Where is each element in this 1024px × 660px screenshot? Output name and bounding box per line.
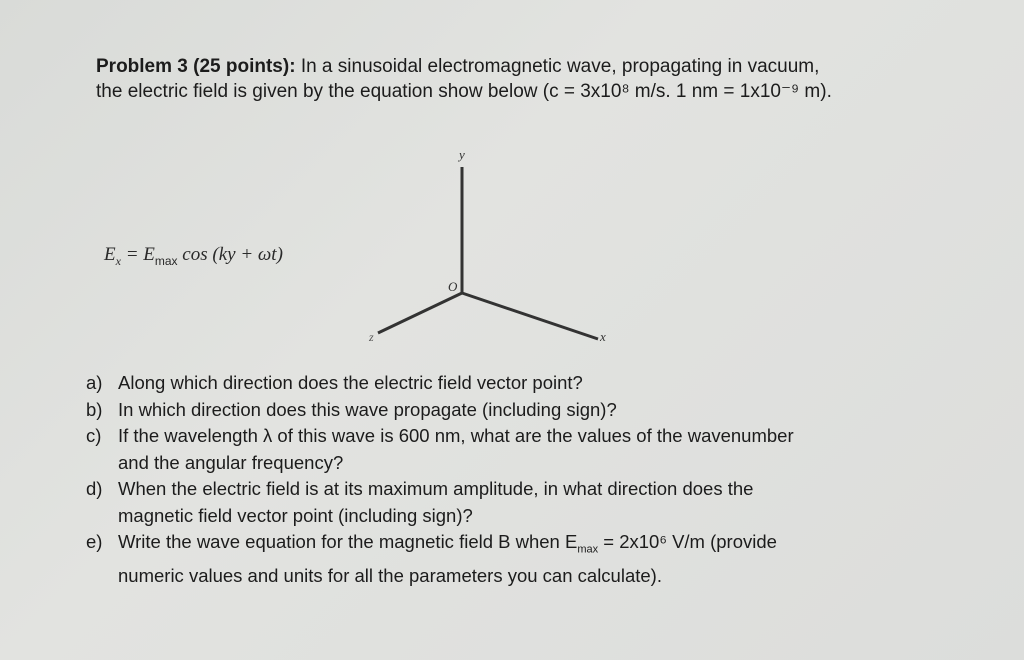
question-text: [118, 529, 906, 590]
coordinate-axes-diagram: [360, 145, 620, 355]
electric-field-equation: [104, 244, 283, 269]
eq-lhs: E: [104, 244, 116, 265]
eq-lhs-sub: x: [115, 253, 121, 268]
question-letter: b): [86, 398, 103, 420]
question-e: [86, 529, 906, 590]
question-line-1: Write the wave equation for the magnetic field B when E: [118, 531, 578, 552]
question-c: [86, 423, 906, 476]
question-b: [86, 397, 906, 424]
question-letter: c): [86, 425, 102, 446]
question-a: [86, 370, 906, 397]
question-text: Along which direction does the electric field vector point?: [118, 372, 583, 393]
origin-label: O: [448, 279, 458, 294]
emax-sub: max: [577, 543, 599, 556]
eq-max-sub: max: [154, 253, 178, 268]
question-text: [118, 476, 906, 529]
z-axis-line: [378, 293, 462, 333]
intro-line-1: [96, 54, 916, 79]
x-axis-label: x: [600, 329, 606, 344]
question-line-2: numeric values and units for all the parameters you can calculate).: [118, 565, 662, 587]
y-axis-label: y: [459, 147, 465, 162]
eq-rhs: cos (ky + ωt): [177, 244, 283, 265]
intro-line-2: the electric field is given by the equation show below (c = 3x10⁸ m/s. 1 nm = 1x10⁻⁹ m).: [96, 81, 832, 102]
question-line-1-rest: = 2x10⁶ V/m (provide: [598, 531, 777, 552]
z-axis-label: z: [369, 330, 374, 344]
question-line-1: When the electric field is at its maximum amplitude, in what direction does the: [118, 478, 754, 499]
intro-text-1: In a sinusoidal electromagnetic wave, propagating in vacuum,: [300, 56, 820, 77]
question-list: [86, 370, 906, 590]
question-line-2: magnetic field vector point (including sign)?: [118, 504, 473, 526]
question-text: In which direction does this wave propagate (including sign)?: [118, 398, 617, 420]
problem-intro: [96, 54, 916, 104]
eq-equals: = E: [120, 244, 155, 265]
question-letter: a): [86, 372, 103, 393]
question-letter: e): [86, 531, 103, 552]
question-letter: d): [86, 478, 103, 499]
question-d: [86, 476, 906, 529]
x-axis-line: [462, 293, 598, 339]
question-text: [118, 423, 906, 476]
question-line-2: and the angular frequency?: [118, 451, 344, 473]
problem-heading: Problem 3 (25 points):: [96, 56, 296, 77]
question-line-1: If the wavelength λ of this wave is 600 nm, what are the values of the wavenumber: [118, 425, 794, 446]
